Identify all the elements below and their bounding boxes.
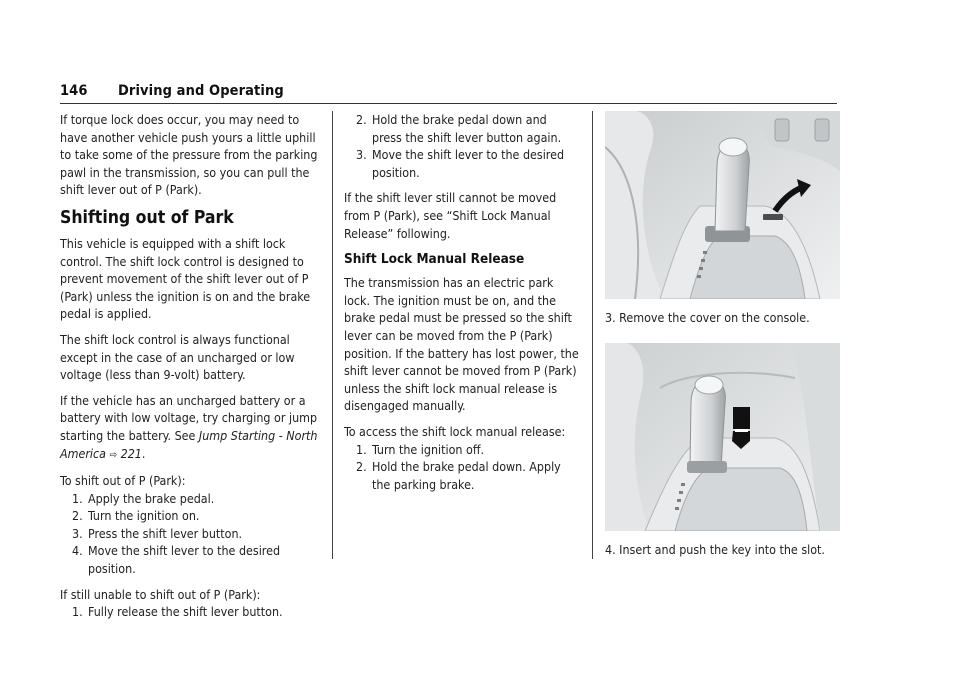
shift-steps-list bbox=[60, 490, 322, 578]
list-item bbox=[60, 507, 322, 525]
jump-starting-link[interactable]: Jump Starting - North America bbox=[60, 427, 318, 461]
battery-text: If the vehicle has an uncharged battery or a battery with low voltage, try charging or jump starting the battery. See bbox=[60, 392, 318, 443]
step-number: 3. bbox=[72, 525, 83, 541]
step-number: 2. bbox=[356, 112, 367, 127]
section-title: Driving and Operating bbox=[118, 83, 284, 99]
figure-caption-remove-cover: 3. Remove the cover on the console. bbox=[605, 310, 810, 325]
step-text: Hold the brake pedal down. Apply the parking brake. bbox=[372, 459, 561, 492]
column-divider-1 bbox=[332, 111, 333, 559]
step-number: 4. bbox=[72, 543, 83, 559]
step-text: Hold the brake pedal down and press the shift lever button again. bbox=[372, 112, 562, 145]
step-number: 1. bbox=[72, 604, 83, 620]
header-rule bbox=[60, 103, 837, 104]
key-slot-illustration bbox=[605, 343, 840, 531]
battery-text-end: . bbox=[141, 445, 146, 461]
section-heading-shifting-out-of-park: Shifting out of Park bbox=[60, 207, 234, 228]
step-text: Turn the ignition on. bbox=[88, 508, 200, 524]
list-item bbox=[344, 458, 580, 493]
list-item bbox=[344, 111, 580, 146]
list-item bbox=[60, 525, 322, 543]
step-number: 3. bbox=[356, 147, 367, 163]
list-item bbox=[60, 542, 322, 577]
always-functional-paragraph: The shift lock control is always functional except in the case of an uncharged or low voltage (less than 9-volt) battery. bbox=[60, 331, 295, 383]
continued-steps-list bbox=[344, 111, 580, 181]
step-text: Move the shift lever to the desired position. bbox=[372, 147, 565, 180]
battery-paragraph bbox=[60, 392, 322, 464]
step-text: Fully release the shift lever button. bbox=[88, 604, 283, 620]
list-item bbox=[344, 146, 580, 181]
unable-steps-list bbox=[60, 603, 322, 621]
still-cannot-paragraph: If the shift lever still cannot be moved from P (Park), see “Shift Lock Manual Release” following. bbox=[344, 190, 557, 241]
intro-paragraph: If torque lock does occur, you may need to have another vehicle push yours a little uphill to take some of the pressure from the parking pawl in the transmission, so you can pull the shift lever out of P (Park). bbox=[60, 112, 318, 198]
step-text: Move the shift lever to the desired position. bbox=[88, 543, 281, 577]
step-number: 1. bbox=[72, 490, 83, 506]
step-text: Turn the ignition off. bbox=[372, 441, 485, 457]
step-number: 1. bbox=[356, 441, 367, 457]
park-lock-paragraph: The transmission has an electric park lock. The ignition must be on, and the brake pedal must be pressed so the shift lever can be moved from the P (Park) position. If the battery has lost power, the shift lever cannot be moved from P (Park) unless the shift lock manual release is disengaged manually. bbox=[344, 275, 579, 414]
figure-caption-insert-key: 4. Insert and push the key into the slot. bbox=[605, 541, 825, 557]
page-ref-number[interactable]: 221 bbox=[120, 445, 142, 461]
steps-intro: To shift out of P (Park): bbox=[60, 473, 186, 489]
step-number: 2. bbox=[72, 508, 83, 524]
page-header bbox=[60, 83, 837, 103]
column-1 bbox=[60, 111, 322, 629]
step-text: Press the shift lever button. bbox=[88, 525, 243, 541]
access-intro: To access the shift lock manual release: bbox=[344, 423, 566, 439]
shift-lock-paragraph: This vehicle is equipped with a shift lock control. The shift lock control is designed to prevent movement of the shift lever out of P (Park) unless the ignition is on and the brake pedal is applied. bbox=[60, 235, 311, 322]
column-divider-2 bbox=[592, 111, 593, 559]
console-cover-illustration bbox=[605, 111, 840, 299]
subheading-shift-lock-manual-release: Shift Lock Manual Release bbox=[344, 251, 525, 268]
list-item bbox=[60, 490, 322, 508]
page-ref-arrow-icon: ⇨ bbox=[109, 449, 118, 461]
unable-intro: If still unable to shift out of P (Park): bbox=[60, 586, 261, 602]
column-3 bbox=[605, 111, 840, 574]
page-number: 146 bbox=[60, 83, 88, 99]
step-text: Apply the brake pedal. bbox=[88, 490, 215, 506]
access-steps-list bbox=[344, 441, 580, 494]
column-2 bbox=[344, 111, 580, 501]
list-item bbox=[344, 441, 580, 459]
step-number: 2. bbox=[356, 459, 367, 475]
list-item bbox=[60, 603, 322, 621]
